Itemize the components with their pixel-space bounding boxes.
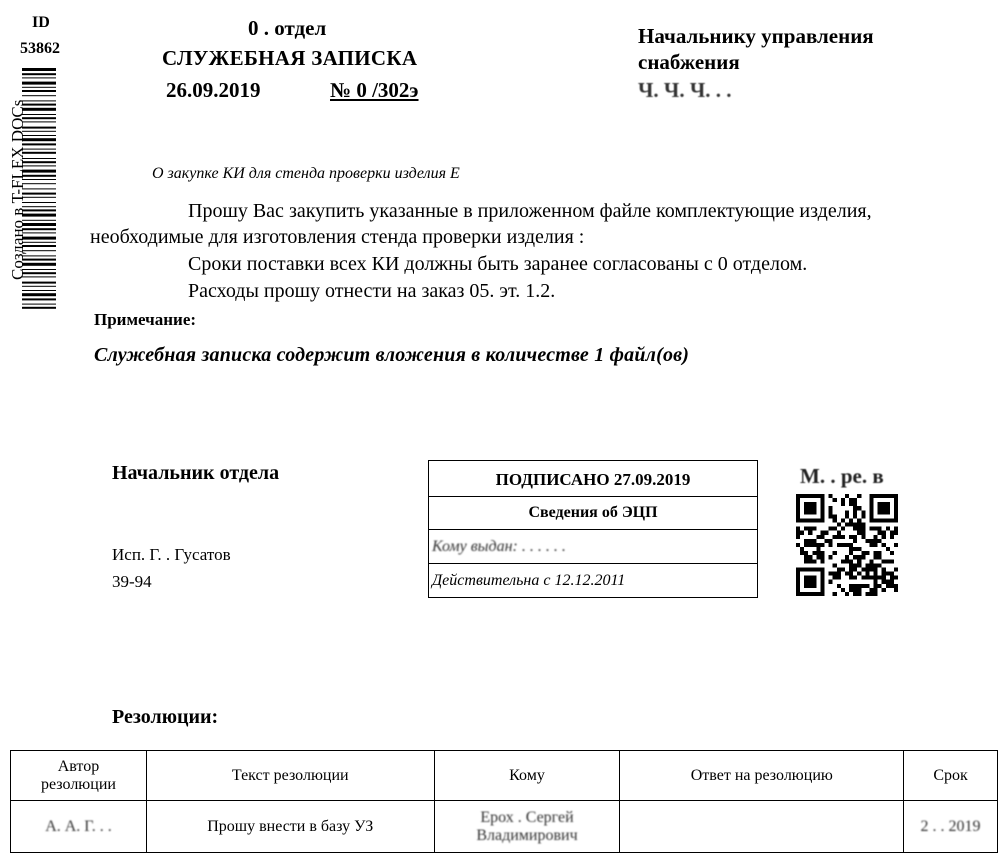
attachments-note: Служебная записка содержит вложения в количестве 1 файл(ов)	[94, 344, 690, 366]
cell-to: Ерох . Сергей Владимирович	[434, 801, 620, 853]
stamp-valid-from: Действительна с 12.12.2011	[432, 572, 626, 589]
cell-deadline: 2 . . 2019	[904, 801, 998, 853]
stamp-issued-row	[429, 530, 757, 564]
stamp-valid-row	[429, 564, 757, 598]
table-row	[11, 801, 998, 853]
qr-code	[796, 494, 898, 596]
column-header-deadline: Срок	[904, 751, 998, 801]
resolutions-title: Резолюции:	[112, 706, 219, 728]
memo-subject: О закупке КИ для стенда проверки изделия Е	[152, 165, 460, 182]
signer-role: Начальник отдела	[112, 462, 280, 484]
document-date: 26.09.2019	[166, 78, 261, 102]
created-in-tflex-label: Создано в T-FLEX DOCs	[8, 99, 27, 280]
body-line-4: Расходы прошу отнести на заказ 05. эт. 1.2.	[188, 280, 556, 302]
cell-answer	[620, 801, 904, 853]
document-title: СЛУЖЕБНАЯ ЗАПИСКА	[162, 46, 418, 70]
column-header-author: Автор резолюции	[11, 751, 147, 801]
stamp-info-text: Сведения об ЭЦП	[528, 504, 658, 521]
stamp-signed-text: ПОДПИСАНО 27.09.2019	[495, 470, 691, 489]
document-id-label: ID	[32, 14, 50, 31]
body-line-2: необходимые для изготовления стенда проверки изделия :	[90, 226, 585, 248]
stamp-issued-to: Кому выдан: . . . . . .	[432, 538, 566, 555]
cell-text: Прошу внести в базу УЗ	[146, 801, 434, 853]
note-label: Примечание:	[94, 310, 197, 329]
addressee-line-2: снабжения	[638, 50, 740, 74]
stamp-signed-row	[429, 461, 757, 497]
addressee-line-1: Начальнику управления	[638, 24, 874, 48]
stamp-info-row	[429, 497, 757, 530]
addressee-name: Ч. Ч. Ч. . .	[638, 78, 732, 102]
table-header-row	[11, 751, 998, 801]
document-id-value: 53862	[20, 40, 60, 57]
signer-name: М. . ре. в	[800, 464, 884, 488]
executor-name: Исп. Г. . Гусатов	[112, 545, 231, 564]
digital-signature-stamp	[428, 460, 758, 598]
body-line-1: Прошу Вас закупить указанные в приложенном файле комплектующие изделия,	[188, 200, 872, 222]
column-header-text: Текст резолюции	[146, 751, 434, 801]
body-line-3: Сроки поставки всех КИ должны быть заранее согласованы с 0 отделом.	[188, 253, 808, 275]
document-number: № 0 /302э	[330, 78, 419, 102]
column-header-to: Кому	[434, 751, 620, 801]
resolutions-table	[10, 750, 998, 853]
cell-author: А. А. Г. . .	[11, 801, 147, 853]
department-label: 0 . отдел	[248, 16, 327, 40]
column-header-answer: Ответ на резолюцию	[620, 751, 904, 801]
executor-phone: 39-94	[112, 572, 152, 591]
